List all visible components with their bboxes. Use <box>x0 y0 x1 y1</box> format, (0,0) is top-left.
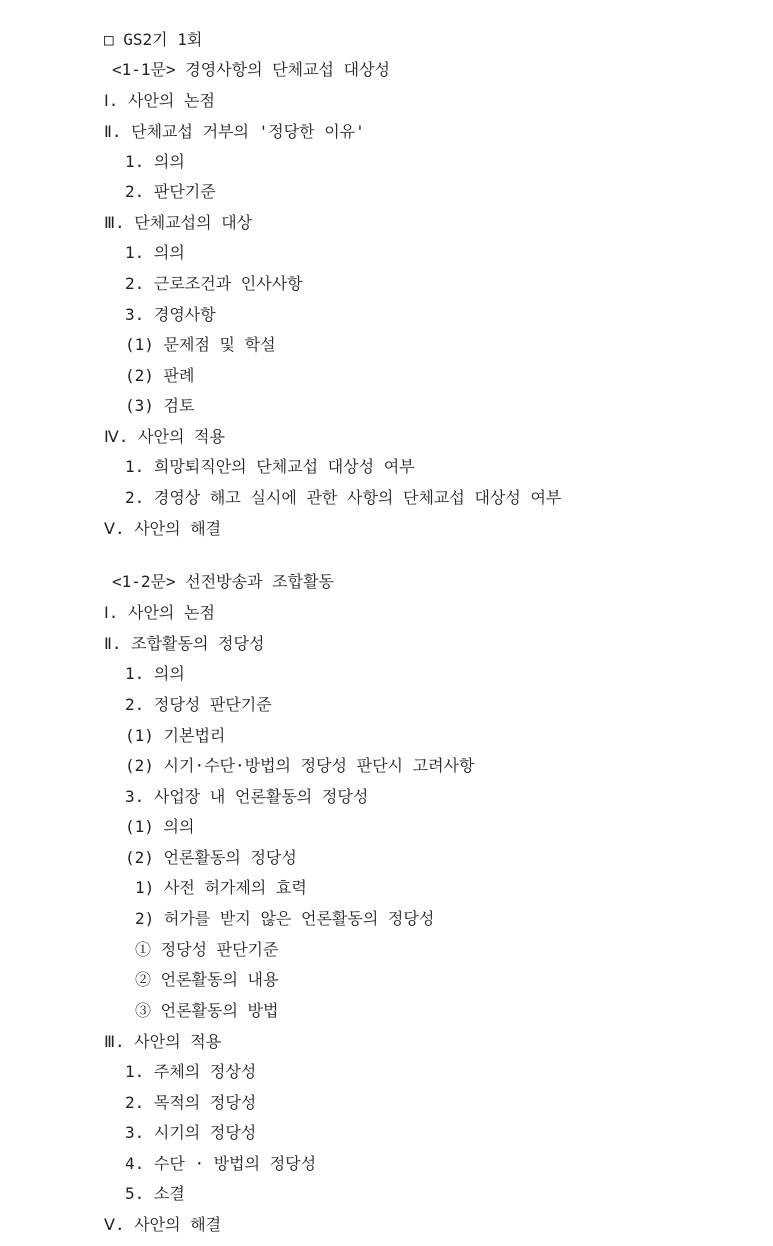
q1-section-heading: Ⅱ. 단체교섭 거부의 '정당한 이유' <box>104 122 365 141</box>
q2-section-heading: Ⅲ. 사안의 적용 <box>104 1032 222 1051</box>
q2-title: <1-2문> 선전방송과 조합활동 <box>112 572 334 591</box>
q2-section-heading: Ⅴ. 사안의 해결 <box>104 1215 222 1234</box>
q2-section-heading: Ⅰ. 사안의 논점 <box>104 603 215 622</box>
q1-item: (1) 문제점 및 학설 <box>125 335 276 354</box>
q2-circled-item: ② 언론활동의 내용 <box>135 970 279 989</box>
q2-subitem: 2) 허가를 받지 않은 언론활동의 정당성 <box>135 909 435 928</box>
q2-subsection: 3. 사업장 내 언론활동의 정당성 <box>125 787 369 806</box>
q2-subsection: 5. 소결 <box>125 1184 185 1203</box>
q2-subsection: 4. 수단 · 방법의 정당성 <box>125 1154 317 1173</box>
q2-subsection: 1. 의의 <box>125 664 185 683</box>
q2-item: (1) 의의 <box>125 817 195 836</box>
q1-section-heading: Ⅳ. 사안의 적용 <box>104 427 225 446</box>
q1-subsection: 1. 의의 <box>125 243 185 262</box>
q1-section-heading: Ⅴ. 사안의 해결 <box>104 519 222 538</box>
q1-item: (2) 판례 <box>125 366 195 385</box>
q2-subsection: 2. 목적의 정당성 <box>125 1093 257 1112</box>
q1-item: (3) 검토 <box>125 396 195 415</box>
q1-subsection: 3. 경영사항 <box>125 305 216 324</box>
q2-subsection: 1. 주체의 정상성 <box>125 1062 257 1081</box>
q1-title: <1-1문> 경영사항의 단체교섭 대상성 <box>112 60 390 79</box>
q2-item: (2) 시기·수단·방법의 정당성 판단시 고려사항 <box>125 756 475 775</box>
q1-section-heading: Ⅲ. 단체교섭의 대상 <box>104 213 253 232</box>
q2-section-heading: Ⅱ. 조합활동의 정당성 <box>104 634 265 653</box>
q2-item: (1) 기본법리 <box>125 726 226 745</box>
q1-subsection: 1. 의의 <box>125 152 185 171</box>
q1-section-heading: Ⅰ. 사안의 논점 <box>104 91 215 110</box>
q2-circled-item: ① 정당성 판단기준 <box>135 940 279 959</box>
q1-subsection: 1. 희망퇴직안의 단체교섭 대상성 여부 <box>125 457 415 476</box>
q2-item: (2) 언론활동의 정당성 <box>125 848 297 867</box>
q2-subsection: 3. 시기의 정당성 <box>125 1123 257 1142</box>
document-header: □ GS2기 1회 <box>104 30 203 49</box>
q2-subitem: 1) 사전 허가제의 효력 <box>135 878 307 897</box>
q1-subsection: 2. 근로조건과 인사사항 <box>125 274 303 293</box>
q1-subsection: 2. 경영상 해고 실시에 관한 사항의 단체교섭 대상성 여부 <box>125 488 562 507</box>
q1-subsection: 2. 판단기준 <box>125 182 216 201</box>
q2-circled-item: ③ 언론활동의 방법 <box>135 1001 279 1020</box>
q2-subsection: 2. 정당성 판단기준 <box>125 695 272 714</box>
